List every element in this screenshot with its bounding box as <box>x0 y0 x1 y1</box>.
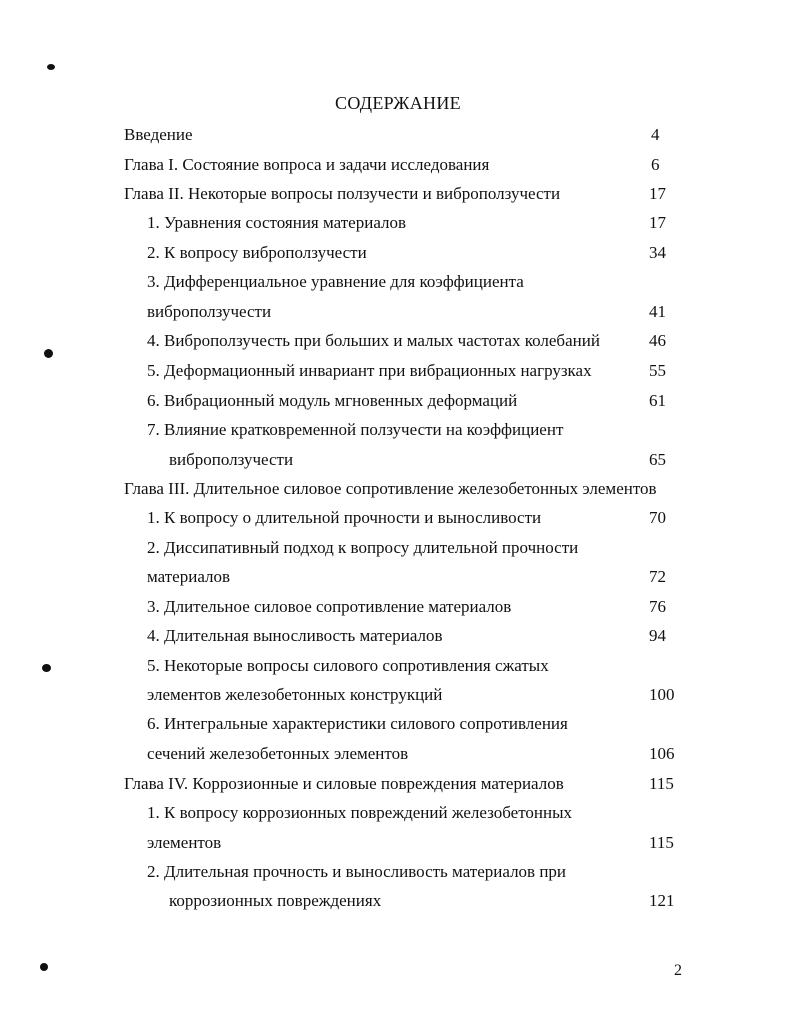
scan-speck <box>47 64 55 70</box>
toc-entry-4-1-cont: элементов <box>147 833 222 852</box>
toc-page-chapter-2: 17 <box>649 184 666 203</box>
toc-entry-2-3: 3. Дифференциальное уравнение для коэффициента <box>147 272 524 291</box>
toc-page-chapter-1: 6 <box>651 155 660 174</box>
toc-page-3-3: 76 <box>649 597 666 616</box>
page-number: 2 <box>674 962 682 979</box>
toc-page-2-6: 61 <box>649 391 666 410</box>
toc-entry-2-7-cont: виброползучести <box>169 450 294 469</box>
toc-entry-3-5-cont: элементов железобетонных конструкций <box>147 685 443 704</box>
toc-page-3-1: 70 <box>649 508 666 527</box>
toc-page-intro: 4 <box>651 125 660 144</box>
toc-page-chapter-4: 115 <box>649 774 674 793</box>
toc-page-2-7: 65 <box>649 450 666 469</box>
toc-page-3-6: 106 <box>649 744 675 763</box>
toc-page-2-3: 41 <box>649 302 666 321</box>
toc-entry-2-3-cont: виброползучести <box>147 302 272 321</box>
toc-entry-2-4: 4. Виброползучесть при больших и малых частотах колебаний <box>147 331 600 350</box>
toc-entry-3-2-cont: материалов <box>147 567 231 586</box>
toc-entry-2-2: 2. К вопросу виброползучести <box>147 243 367 262</box>
toc-entry-intro: Введение <box>124 125 193 144</box>
toc-entry-chapter-2: Глава II. Некоторые вопросы ползучести и виброползучести <box>124 184 561 203</box>
toc-page-2-2: 34 <box>649 243 666 262</box>
toc-entry-2-7: 7. Влияние кратковременной ползучести на коэффициент <box>147 420 564 439</box>
toc-entry-3-2: 2. Диссипативный подход к вопросу длительной прочности <box>147 538 579 557</box>
toc-entry-chapter-3: Глава III. Длительное силовое сопротивление железобетонных элементов <box>124 479 657 498</box>
toc-page-3-2: 72 <box>649 567 666 586</box>
toc-page-2-5: 55 <box>649 361 666 380</box>
toc-entry-2-1: 1. Уравнения состояния материалов <box>147 213 407 232</box>
toc-entry-3-4: 4. Длительная выносливость материалов <box>147 626 443 645</box>
toc-entry-4-2: 2. Длительная прочность и выносливость материалов при <box>147 862 567 881</box>
toc-page-4-2: 121 <box>649 891 675 910</box>
scan-speck <box>42 664 51 672</box>
toc-entry-3-1: 1. К вопросу о длительной прочности и выносливости <box>147 508 542 527</box>
toc-page-4-1: 115 <box>649 833 674 852</box>
toc-page-2-4: 46 <box>649 331 666 350</box>
toc-entry-3-6: 6. Интегральные характеристики силового сопротивления <box>147 714 568 733</box>
page-title: СОДЕРЖАНИЕ <box>335 93 461 113</box>
toc-page-3-5: 100 <box>649 685 675 704</box>
toc-entry-chapter-4: Глава IV. Коррозионные и силовые повреждения материалов <box>124 774 564 793</box>
toc-entry-2-6: 6. Вибрационный модуль мгновенных деформаций <box>147 391 518 410</box>
toc-entry-chapter-1: Глава I. Состояние вопроса и задачи исследования <box>124 155 490 174</box>
toc-entry-3-6-cont: сечений железобетонных элементов <box>147 744 409 763</box>
toc-page-3-4: 94 <box>649 626 666 645</box>
toc-page-2-1: 17 <box>649 213 666 232</box>
toc-entry-3-5: 5. Некоторые вопросы силового сопротивления сжатых <box>147 656 549 675</box>
toc-entry-4-1: 1. К вопросу коррозионных повреждений железобетонных <box>147 803 573 822</box>
toc-entry-3-3: 3. Длительное силовое сопротивление материалов <box>147 597 512 616</box>
toc-entry-2-5: 5. Деформационный инвариант при вибрационных нагрузках <box>147 361 592 380</box>
scan-speck <box>40 963 48 971</box>
toc-entry-4-2-cont: коррозионных повреждениях <box>169 891 382 910</box>
scan-speck <box>44 349 53 358</box>
